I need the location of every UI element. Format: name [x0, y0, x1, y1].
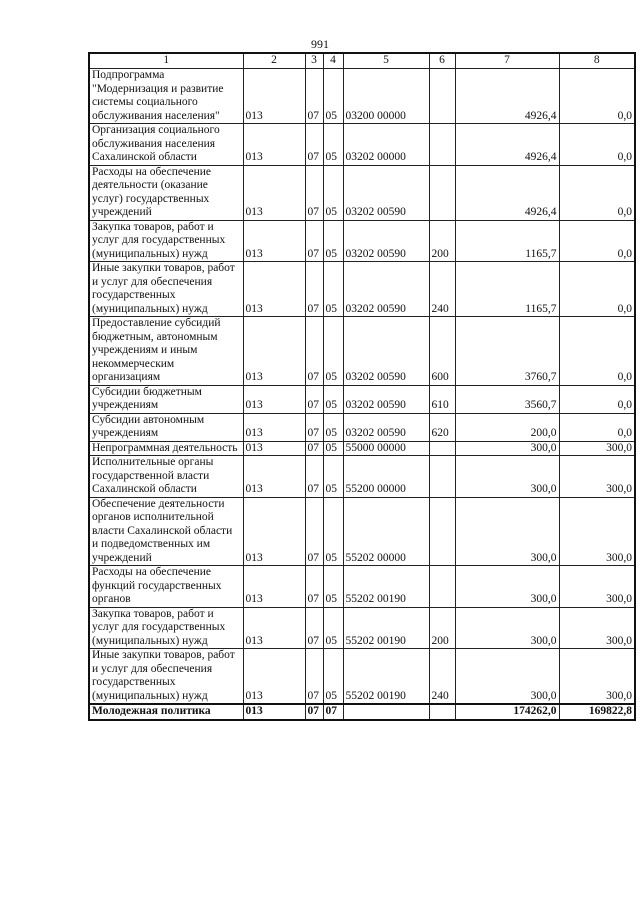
row-admin-code: 013 [243, 607, 305, 649]
row-subsection: 05 [323, 220, 343, 262]
row-section: 07 [305, 649, 323, 705]
header-col-6: 6 [429, 53, 455, 69]
row-target-article: 55202 00000 [343, 497, 429, 566]
row-admin-code: 013 [243, 124, 305, 166]
row-expense-type: 600 [429, 317, 455, 386]
row-name: Иные закупки товаров, работ и услуг для обеспечения государственных (муниципальных) нужд [89, 649, 243, 705]
row-target-article: 03202 00590 [343, 385, 429, 413]
row-expense-type [429, 497, 455, 566]
row-target-article: 03200 00000 [343, 69, 429, 124]
row-amount-1: 200,0 [455, 413, 559, 441]
row-amount-1: 4926,4 [455, 69, 559, 124]
row-expense-type: 240 [429, 262, 455, 317]
row-admin-code: 013 [243, 566, 305, 608]
row-target-article: 03202 00590 [343, 262, 429, 317]
row-admin-code: 013 [243, 165, 305, 220]
table-row [89, 165, 635, 220]
row-section: 07 [305, 262, 323, 317]
row-admin-code: 013 [243, 704, 305, 720]
row-target-article: 55202 00190 [343, 607, 429, 649]
row-amount-2: 0,0 [559, 385, 635, 413]
row-section: 07 [305, 220, 323, 262]
row-admin-code: 013 [243, 649, 305, 705]
row-admin-code: 013 [243, 69, 305, 124]
row-subsection: 05 [323, 124, 343, 166]
row-section: 07 [305, 69, 323, 124]
header-col-7: 7 [455, 53, 559, 69]
row-subsection: 05 [323, 262, 343, 317]
header-col-2: 2 [243, 53, 305, 69]
row-amount-2: 300,0 [559, 566, 635, 608]
row-name: Молодежная политика [89, 704, 243, 720]
table-row [89, 317, 635, 386]
row-admin-code: 013 [243, 497, 305, 566]
row-section: 07 [305, 497, 323, 566]
row-target-article: 55200 00000 [343, 456, 429, 498]
table-row [89, 649, 635, 705]
table-row [89, 385, 635, 413]
table-row [89, 220, 635, 262]
budget-table [88, 52, 636, 721]
row-expense-type [429, 566, 455, 608]
total-row [89, 704, 635, 720]
row-target-article: 55202 00190 [343, 649, 429, 705]
row-expense-type: 610 [429, 385, 455, 413]
row-name: Обеспечение деятельности органов исполнительной власти Сахалинской области и подведомственных им учреждений [89, 497, 243, 566]
row-expense-type [429, 165, 455, 220]
row-section: 07 [305, 385, 323, 413]
row-subsection: 05 [323, 497, 343, 566]
row-expense-type [429, 69, 455, 124]
row-section: 07 [305, 704, 323, 720]
header-row [89, 53, 635, 69]
row-admin-code: 013 [243, 413, 305, 441]
row-amount-1: 300,0 [455, 649, 559, 705]
row-amount-1: 174262,0 [455, 704, 559, 720]
row-amount-1: 4926,4 [455, 165, 559, 220]
row-expense-type: 200 [429, 607, 455, 649]
row-section: 07 [305, 456, 323, 498]
row-section: 07 [305, 566, 323, 608]
row-expense-type [429, 704, 455, 720]
row-admin-code: 013 [243, 220, 305, 262]
page-number: 991 [311, 37, 329, 51]
row-amount-2: 300,0 [559, 456, 635, 498]
row-name: Расходы на обеспечение деятельности (оказание услуг) государственных учреждений [89, 165, 243, 220]
table-row [89, 124, 635, 166]
row-target-article: 03202 00590 [343, 220, 429, 262]
row-amount-1: 3760,7 [455, 317, 559, 386]
row-amount-1: 4926,4 [455, 124, 559, 166]
row-expense-type: 620 [429, 413, 455, 441]
row-name: Исполнительные органы государственной власти Сахалинской области [89, 456, 243, 498]
row-amount-2: 169822,8 [559, 704, 635, 720]
row-admin-code: 013 [243, 262, 305, 317]
table-row [89, 456, 635, 498]
row-name: Закупка товаров, работ и услуг для государственных (муниципальных) нужд [89, 220, 243, 262]
row-amount-2: 0,0 [559, 165, 635, 220]
row-amount-1: 3560,7 [455, 385, 559, 413]
row-subsection: 05 [323, 456, 343, 498]
row-amount-2: 300,0 [559, 497, 635, 566]
header-col-4: 4 [323, 53, 343, 69]
row-name: Субсидии бюджетным учреждениям [89, 385, 243, 413]
row-target-article: 03202 00590 [343, 317, 429, 386]
table-row [89, 607, 635, 649]
row-amount-2: 0,0 [559, 124, 635, 166]
row-amount-2: 0,0 [559, 317, 635, 386]
row-amount-1: 300,0 [455, 607, 559, 649]
row-expense-type [429, 441, 455, 456]
row-target-article: 55202 00190 [343, 566, 429, 608]
row-subsection: 05 [323, 649, 343, 705]
table-row [89, 441, 635, 456]
row-name: Закупка товаров, работ и услуг для государственных (муниципальных) нужд [89, 607, 243, 649]
table-row [89, 69, 635, 124]
row-name: Иные закупки товаров, работ и услуг для обеспечения государственных (муниципальных) нужд [89, 262, 243, 317]
row-amount-1: 300,0 [455, 441, 559, 456]
row-amount-1: 300,0 [455, 566, 559, 608]
row-admin-code: 013 [243, 385, 305, 413]
row-amount-2: 0,0 [559, 262, 635, 317]
row-section: 07 [305, 607, 323, 649]
row-name: Субсидии автономным учреждениям [89, 413, 243, 441]
table-row [89, 262, 635, 317]
row-section: 07 [305, 165, 323, 220]
header-col-5: 5 [343, 53, 429, 69]
row-amount-2: 0,0 [559, 69, 635, 124]
row-target-article: 55000 00000 [343, 441, 429, 456]
row-amount-2: 0,0 [559, 220, 635, 262]
row-amount-2: 300,0 [559, 649, 635, 705]
row-name: Предоставление субсидий бюджетным, автономным учреждениям и иным некоммерческим организациям [89, 317, 243, 386]
header-col-3: 3 [305, 53, 323, 69]
row-section: 07 [305, 441, 323, 456]
row-subsection: 05 [323, 413, 343, 441]
row-subsection: 05 [323, 441, 343, 456]
row-amount-1: 1165,7 [455, 262, 559, 317]
row-amount-2: 300,0 [559, 441, 635, 456]
row-target-article: 03202 00590 [343, 413, 429, 441]
row-admin-code: 013 [243, 441, 305, 456]
row-name: Подпрограмма "Модернизация и развитие системы социального обслуживания населения" [89, 69, 243, 124]
row-amount-1: 300,0 [455, 456, 559, 498]
row-name: Организация социального обслуживания населения Сахалинской области [89, 124, 243, 166]
row-subsection: 05 [323, 165, 343, 220]
row-subsection: 05 [323, 385, 343, 413]
row-amount-2: 300,0 [559, 607, 635, 649]
row-target-article: 03202 00590 [343, 165, 429, 220]
row-subsection: 05 [323, 566, 343, 608]
row-target-article [343, 704, 429, 720]
row-expense-type: 200 [429, 220, 455, 262]
row-subsection: 05 [323, 317, 343, 386]
row-admin-code: 013 [243, 317, 305, 386]
row-name: Расходы на обеспечение функций государственных органов [89, 566, 243, 608]
row-admin-code: 013 [243, 456, 305, 498]
row-subsection: 05 [323, 69, 343, 124]
table-row [89, 413, 635, 441]
row-expense-type [429, 456, 455, 498]
row-expense-type [429, 124, 455, 166]
header-col-1: 1 [89, 53, 243, 69]
table-row [89, 566, 635, 608]
row-subsection: 05 [323, 607, 343, 649]
row-expense-type: 240 [429, 649, 455, 705]
row-section: 07 [305, 413, 323, 441]
row-name: Непрограммная деятельность [89, 441, 243, 456]
row-target-article: 03202 00000 [343, 124, 429, 166]
header-col-8: 8 [559, 53, 635, 69]
row-amount-1: 1165,7 [455, 220, 559, 262]
row-amount-1: 300,0 [455, 497, 559, 566]
row-amount-2: 0,0 [559, 413, 635, 441]
row-section: 07 [305, 317, 323, 386]
row-subsection: 07 [323, 704, 343, 720]
row-section: 07 [305, 124, 323, 166]
table-row [89, 497, 635, 566]
